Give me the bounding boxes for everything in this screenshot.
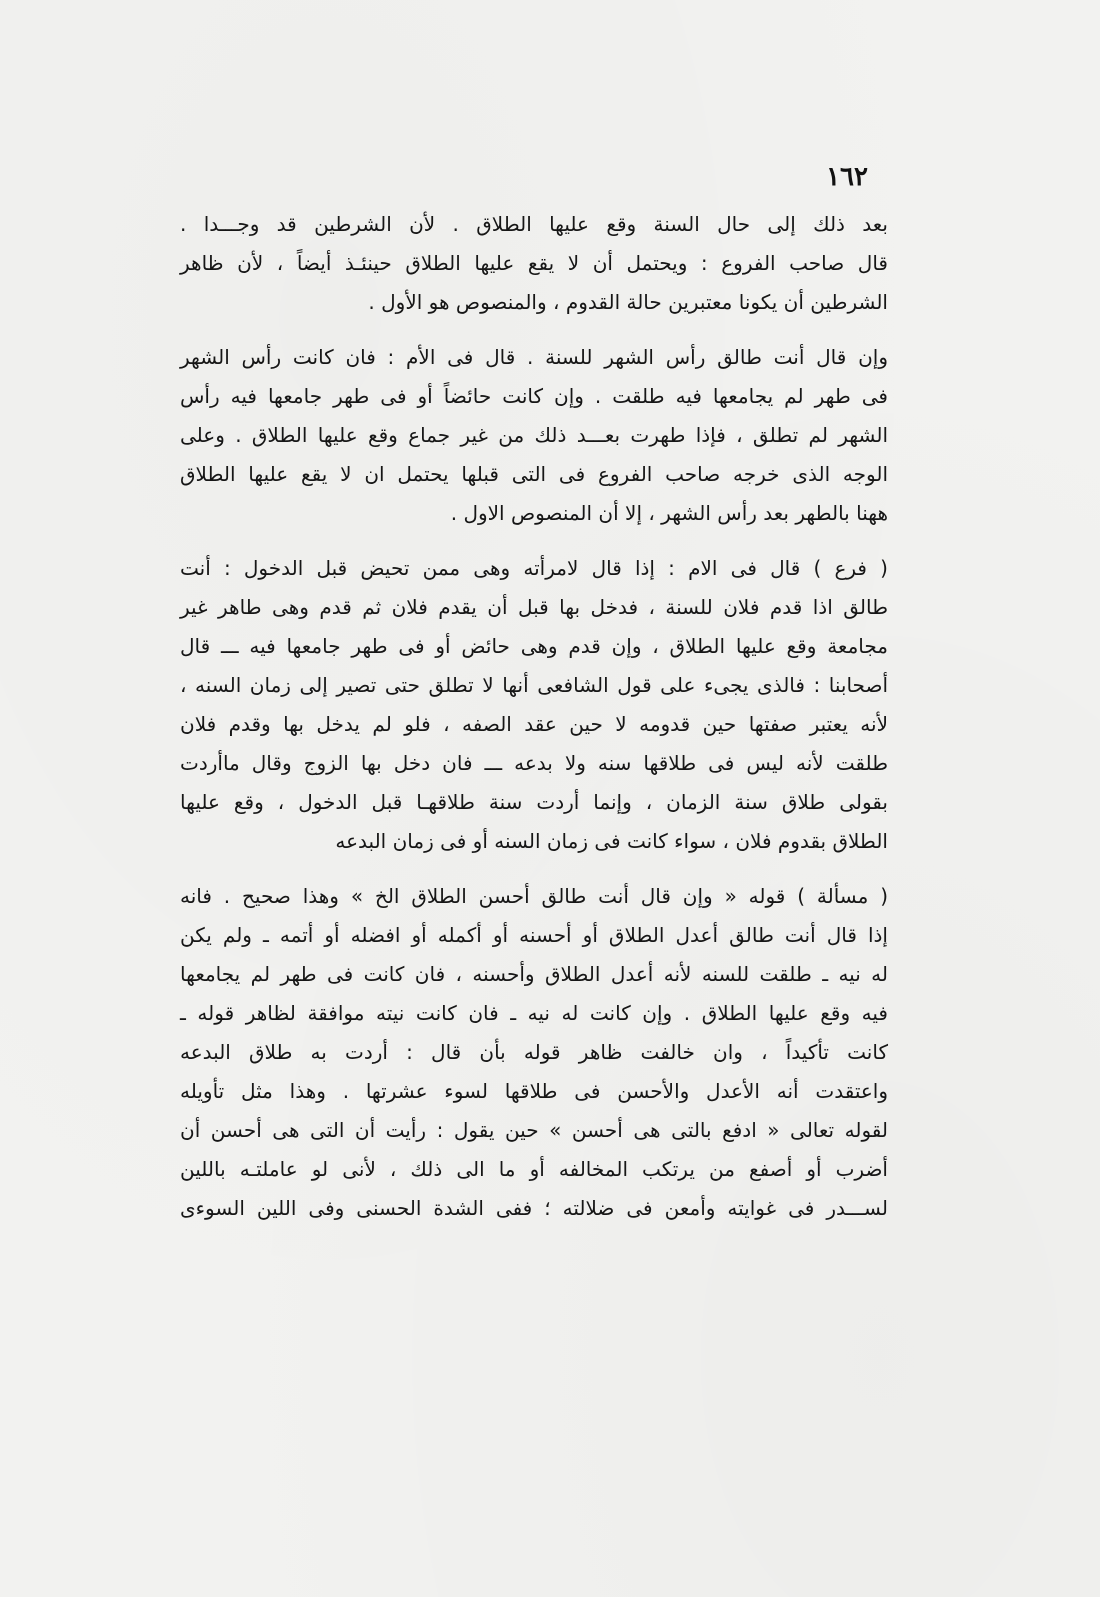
text-line: أصحابنا : فالذى يجىء على قول الشافعى أنها لا تطلق حتى تصير إلى زمان السنه ، xyxy=(180,673,888,697)
text-line: الوجه الذى خرجه صاحب الفروع فى التى قبلها يحتمل ان لا يقع عليها الطلاق xyxy=(180,462,888,486)
page-number: ١٦٢ xyxy=(826,162,868,192)
paragraph xyxy=(180,877,888,1228)
text-line: بقولى طلاق سنة الزمان ، وإنما أردت سنة طلاقهـا قبل الدخول ، وقع عليها xyxy=(180,790,888,814)
text-line: الشهر لم تطلق ، فإذا طهرت بعـــد ذلك من غير جماع وقع عليها الطلاق . وعلى xyxy=(180,423,888,447)
text-line: فى طهر لم يجامعها فيه طلقت . وإن كانت حائضاً أو فى طهر جامعها فيه رأس xyxy=(180,384,888,408)
text-line: طلقت لأنه ليس فى طلاقها سنه ولا بدعه ـــ فان دخل بها الزوج وقال ماأردت xyxy=(180,751,888,775)
text-line: قال صاحب الفروع : ويحتمل أن لا يقع عليها الطلاق حينئـذ أيضاً ، لأن ظاهر xyxy=(180,251,888,275)
text-line: أضرب أو أصفع من يرتكب المخالفه أو ما الى ذلك ، لأنى لو عاملتـه باللين xyxy=(180,1157,888,1181)
text-line: فيه وقع عليها الطلاق . وإن كانت له نيه ـ فان كانت نيته موافقة لظاهر قوله ـ xyxy=(180,1001,888,1025)
text-line: لســـدر فى غوايته وأمعن فى ضلالته ؛ ففى الشدة الحسنى وفى اللين السوءى xyxy=(180,1196,888,1220)
text-line: الشرطين أن يكونا معتبرين حالة القدوم ، والمنصوص هو الأول . xyxy=(368,290,888,314)
paragraph xyxy=(180,338,888,533)
paragraph xyxy=(180,205,888,322)
paragraph xyxy=(180,549,888,861)
text-line: ههنا بالطهر بعد رأس الشهر ، إلا أن المنصوص الاول . xyxy=(450,501,888,525)
text-line: له نيه ـ طلقت للسنه لأنه أعدل الطلاق وأحسنه ، فان كانت فى طهر لم يجامعها xyxy=(180,962,888,986)
text-line: بعد ذلك إلى حال السنة وقع عليها الطلاق . لأن الشرطين قد وجـــدا . xyxy=(180,212,888,236)
text-line: واعتقدت أنه الأعدل والأحسن فى طلاقها لسوء عشرتها . وهذا مثل تأويله xyxy=(180,1079,888,1103)
text-line: الطلاق بقدوم فلان ، سواء كانت فى زمان السنه أو فى زمان البدعه xyxy=(335,829,888,853)
text-line: إذا قال أنت طالق أعدل الطلاق أو أحسنه أو أكمله أو افضله أو أتمه ـ ولم يكن xyxy=(180,923,888,947)
text-line: ( مسألة ) قوله « وإن قال أنت طالق أحسن الطلاق الخ » وهذا صحيح . فانه xyxy=(180,884,888,908)
text-line: لقوله تعالى « ادفع بالتى هى أحسن » حين يقول : رأيت أن التى هى أحسن أن xyxy=(180,1118,888,1142)
text-line: طالق اذا قدم فلان للسنة ، فدخل بها قبل أن يقدم فلان ثم قدم وهى طاهر غير xyxy=(180,595,888,619)
text-line: ( فرع ) قال فى الام : إذا قال لامرأته وهى ممن تحيض قبل الدخول : أنت xyxy=(180,556,888,580)
text-line: مجامعة وقع عليها الطلاق ، وإن قدم وهى حائض أو فى طهر جامعها فيه ـــ قال xyxy=(180,634,888,658)
body-text xyxy=(180,205,888,1228)
text-line: لأنه يعتبر صفتها حين قدومه لا حين عقد الصفه ، فلو لم يدخل بها وقدم فلان xyxy=(180,712,888,736)
text-line: كانت تأكيداً ، وان خالفت ظاهر قوله بأن قال : أردت به طلاق البدعه xyxy=(180,1040,888,1064)
text-line: وإن قال أنت طالق رأس الشهر للسنة . قال فى الأم : فان كانت رأس الشهر xyxy=(180,345,888,369)
